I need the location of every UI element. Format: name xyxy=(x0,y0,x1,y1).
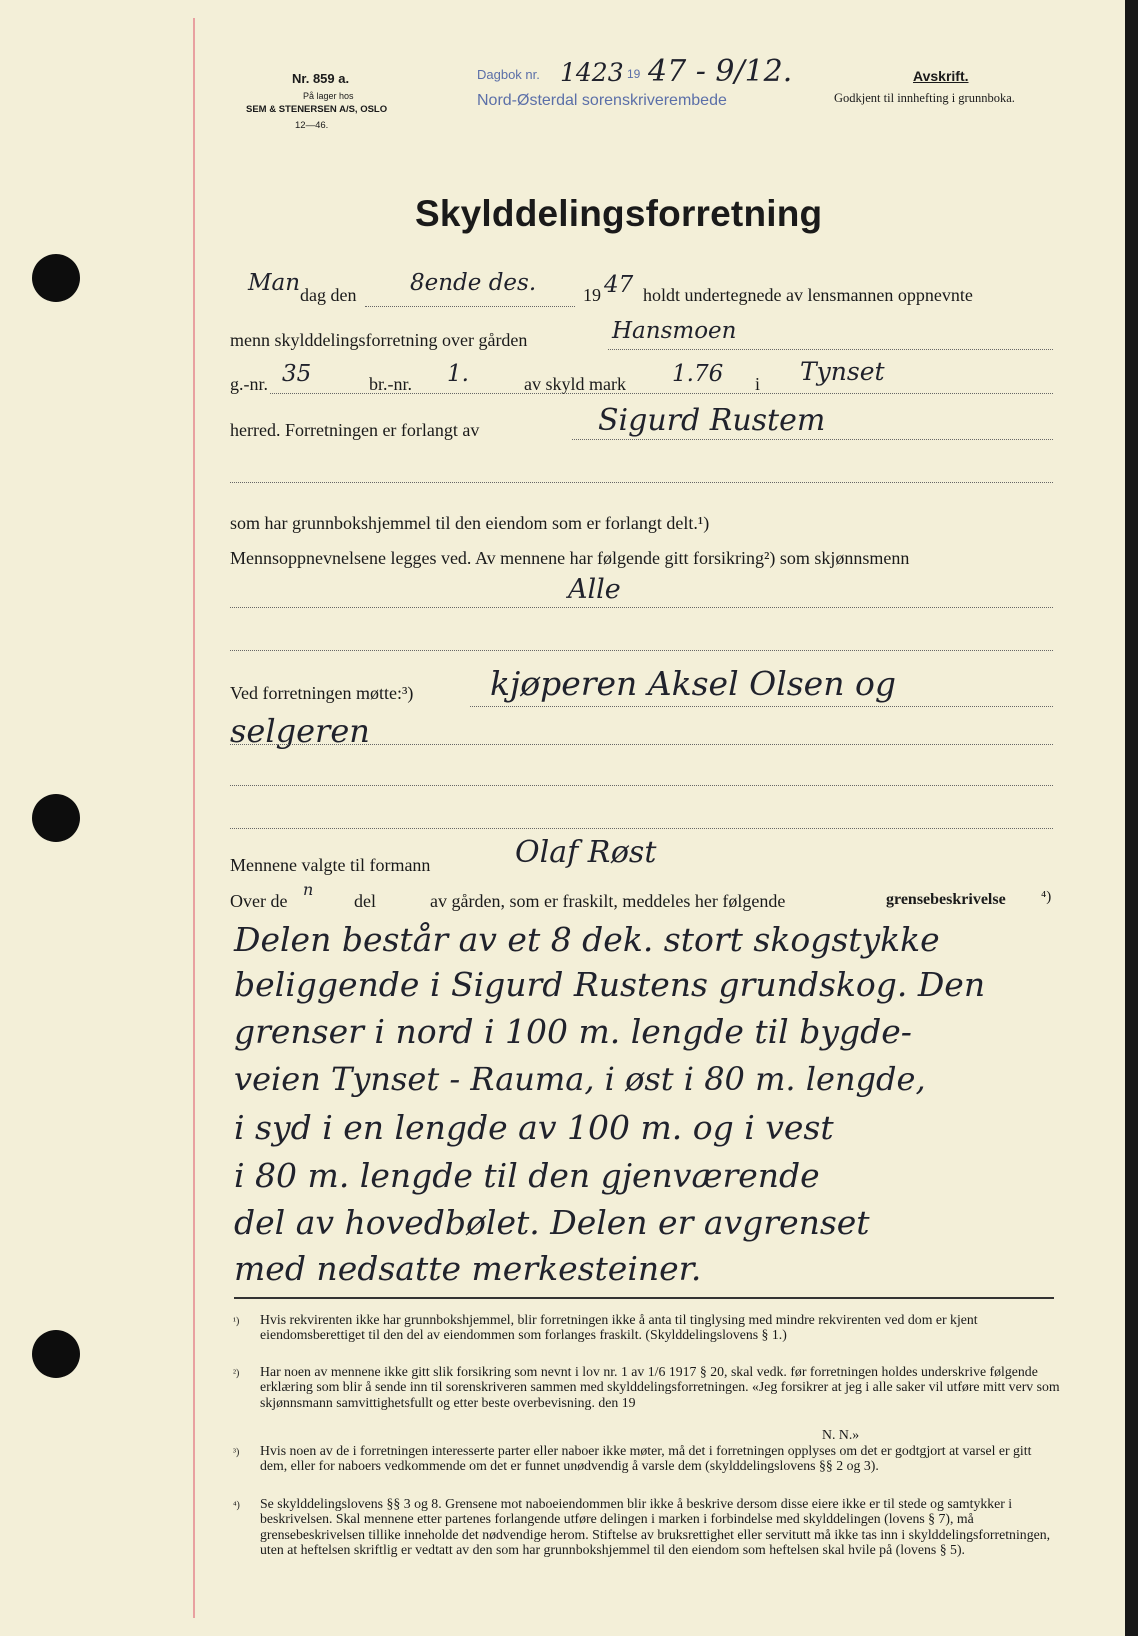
journal-year-prefix: 19 xyxy=(627,67,641,81)
journal-date: 47 - 9/12. xyxy=(648,54,793,89)
handwritten-attendance-2: selgeren xyxy=(230,712,370,750)
label-oppnevnelse: Mennsoppnevnelsene legges ved. Av mennene har følgende gitt forsikring²) som skjønnsmenn xyxy=(230,548,910,568)
label-herred: herred. Forretningen er forlangt av xyxy=(230,420,480,440)
attendance-line xyxy=(230,744,1053,745)
description-line: Delen består av et 8 dek. stort skogstykke xyxy=(234,920,940,959)
handwritten-skyld: 1.76 xyxy=(672,361,724,387)
label-skyld: av skyld mark xyxy=(524,374,626,394)
printer-line: 12—46. xyxy=(295,120,329,131)
handwritten-chairman: Olaf Røst xyxy=(515,835,657,870)
description-line: med nedsatte merkesteiner. xyxy=(234,1249,702,1288)
label-brnr: br.-nr. xyxy=(369,374,412,394)
copy-label: Avskrift. xyxy=(913,68,969,84)
label-over-den: Over de xyxy=(230,891,288,911)
printer-line: SEM & STENERSEN A/S, OSLO xyxy=(246,104,388,115)
description-line: i 80 m. lengde til den gjenværende xyxy=(234,1156,820,1195)
label-gnr: g.-nr. xyxy=(230,374,268,394)
label-boundary-description: grensebeskrivelse xyxy=(886,891,1006,908)
blank-line xyxy=(230,482,1053,483)
approval-note: Godkjent til innhefting i grunnboka. xyxy=(834,91,1015,105)
handwritten-insurance: Alle xyxy=(568,574,621,605)
handwritten-over-den: n xyxy=(303,880,314,899)
description-line: grenser i nord i 100 m. lengde til bygde- xyxy=(234,1012,912,1051)
label-attendance: Ved forretningen møtte:³) xyxy=(230,683,414,703)
footnote-separator xyxy=(234,1297,1054,1299)
page-title: Skylddelingsforretning xyxy=(415,193,823,234)
handwritten-year: 47 xyxy=(604,272,634,298)
punch-hole xyxy=(32,254,80,302)
label-held-text: holdt undertegnede av lensmannen oppnevnte xyxy=(643,285,973,305)
blank-line xyxy=(230,828,1053,829)
farm-line xyxy=(608,349,1053,350)
label-dag-den: dag den xyxy=(300,285,357,305)
footnote-mark: ¹) xyxy=(233,1316,240,1327)
description-line: del av hovedbølet. Delen er avgrenset xyxy=(234,1203,870,1242)
label-over-farm: menn skylddelingsforretning over gården xyxy=(230,330,528,350)
label-del: del xyxy=(354,891,376,911)
handwritten-day: Man xyxy=(248,270,301,296)
insurance-line xyxy=(230,607,1053,608)
journal-stamp-prefix: Dagbok nr. xyxy=(477,67,540,82)
gnr-line xyxy=(270,393,1053,394)
label-fraskilt: av gården, som er fraskilt, meddeles her følgende xyxy=(430,891,786,911)
blank-line xyxy=(230,650,1053,651)
punch-hole xyxy=(32,794,80,842)
description-line: beliggende i Sigurd Rustens grundskog. Den xyxy=(234,965,986,1004)
footnote-ref: ⁴) xyxy=(1041,889,1052,905)
label-i: i xyxy=(755,374,761,394)
blank-line xyxy=(230,785,1053,786)
handwritten-date: 8ende des. xyxy=(410,270,537,296)
description-line: veien Tynset - Rauma, i øst i 80 m. lengde, xyxy=(234,1060,926,1098)
date-line xyxy=(365,306,575,307)
requester-line xyxy=(572,439,1053,440)
handwritten-brnr: 1. xyxy=(447,361,469,387)
form-number: Nr. 859 a. xyxy=(292,71,350,86)
footnote-signature: N. N.» xyxy=(822,1427,860,1442)
footnote-mark: ³) xyxy=(233,1447,240,1458)
margin-line xyxy=(193,18,195,1618)
handwritten-attendance-1: kjøperen Aksel Olsen og xyxy=(490,664,896,703)
court-stamp: Nord-Østerdal sorenskriverembede xyxy=(477,92,727,109)
printer-line: På lager hos xyxy=(303,91,354,101)
footnote-mark: ²) xyxy=(233,1368,240,1379)
footnote-4: Se skylddelingslovens §§ 3 og 8. Grensene mot naboeiendommen blir ikke å beskrive dersom disse eiere ikke er til stede og samtykker i beskrivelsen. Skal mennene etter partenes forlangende utføre delingen i marken i forbindelse med skylddelingen (lovens § 7), må grensebeskrivelsen tillike inneholde det nødvendige herom. Stiftelse av bruksrettighet eller servitutt må ikke tas inn i skylddelingsforretningen, uten at heftelsen skriftlig er vedtatt av den som har grunnbokshjemmel til den eiendom som heftelsen skal hvile på (lovens § 5). xyxy=(260,1496,1051,1557)
attendance-line xyxy=(470,706,1053,707)
description-line: i syd i en lengde av 100 m. og i vest xyxy=(234,1108,834,1147)
label-chairman: Mennene valgte til formann xyxy=(230,855,431,875)
punch-hole xyxy=(32,1330,80,1378)
footnote-2: Har noen av mennene ikke gitt slik forsikring som nevnt i lov nr. 1 av 1/6 1917 § 20, skal vedk. før forretningen holdes underskrive følgende erklæring som blir å sende inn til sorenskriveren sammen med skylddelingsforretningen. «Jeg forsikrer at jeg i alle saker vil utføre mitt verv som skjønnsmann samvittighetsfullt og etter beste overbevisning. den 19 xyxy=(260,1364,1060,1410)
handwritten-gnr: 35 xyxy=(282,361,312,387)
footnote-3: Hvis noen av de i forretningen interesserte parter eller naboer ikke møter, må det i forretningen opplyses om det er godtgjort at varsel er gitt dem, eller for naboers vedkommende om det er funnet unødvendig å varsle dem (skylddelingslovens §§ 2 og 3). xyxy=(260,1443,1032,1474)
label-year-prefix: 19 xyxy=(583,285,601,305)
journal-number: 1423 xyxy=(560,58,624,87)
label-hjemmel: som har grunnbokshjemmel til den eiendom som er forlangt delt.¹) xyxy=(230,513,710,533)
footnote-1: Hvis rekvirenten ikke har grunnbokshjemmel, blir forretningen ikke å anta til tinglysing med mindre rekvirenten ved dom er kjent eiendomsberettiget til den del av eiendommen som forlanges fraskilt. (Skylddelingslovens § 1.) xyxy=(260,1312,978,1343)
handwritten-municipality: Tynset xyxy=(800,357,885,386)
handwritten-farm: Hansmoen xyxy=(612,318,737,344)
footnote-mark: ⁴) xyxy=(233,1500,240,1511)
handwritten-requester: Sigurd Rustem xyxy=(598,403,826,438)
